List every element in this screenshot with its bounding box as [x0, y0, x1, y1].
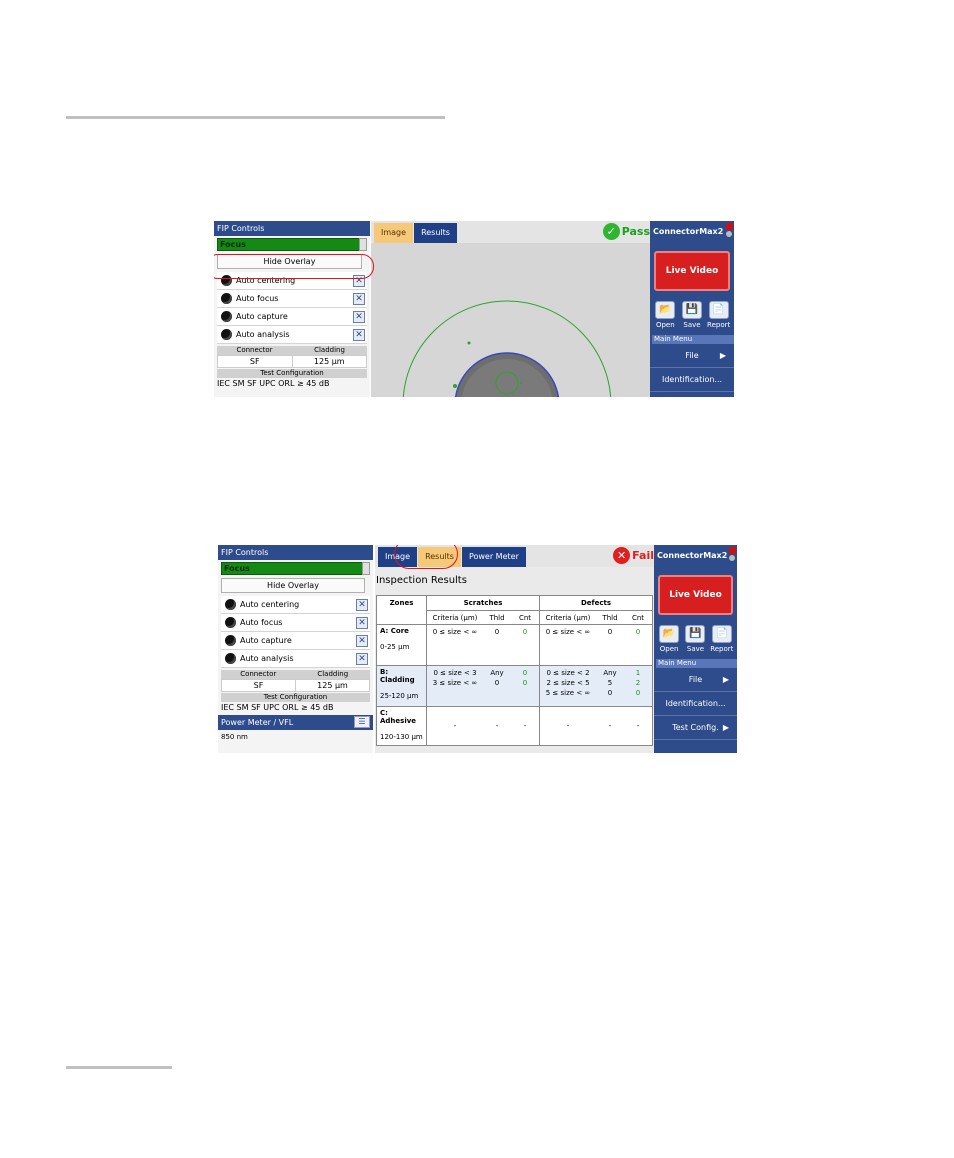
cnt-cell: 1	[635, 669, 641, 677]
toggle-auto-capture[interactable]	[217, 308, 367, 326]
zone-range: 25-120 µm	[380, 692, 419, 700]
minimize-icon[interactable]	[729, 555, 735, 561]
hide-overlay-button[interactable]: Hide Overlay	[221, 578, 365, 593]
window-controls[interactable]	[729, 547, 736, 561]
defects-subheader	[540, 611, 653, 625]
connector-value: SF	[218, 356, 293, 367]
scratches-subheader	[427, 611, 540, 625]
report-label: Report	[707, 321, 731, 329]
live-video-button[interactable]: Live Video	[658, 575, 733, 615]
toggle-auto-focus[interactable]	[217, 290, 367, 308]
defects-header: Defects	[540, 596, 653, 611]
toggle-label: Auto analysis	[240, 654, 294, 663]
zone-range: 120-130 µm	[380, 733, 423, 741]
screenshot-fail	[218, 545, 737, 753]
arrow-right-icon: ▶	[722, 723, 729, 732]
connector-label: Connector	[236, 346, 273, 354]
toggle-label: Auto centering	[240, 600, 300, 609]
open-label: Open	[659, 645, 679, 653]
toggle-label: Auto capture	[236, 312, 288, 321]
cnt-label: Cnt	[631, 613, 645, 622]
highlight-ring	[394, 545, 458, 569]
thld-cell: -	[495, 722, 499, 730]
focus-label: Focus	[224, 564, 250, 573]
fiber-endface-image	[371, 243, 650, 397]
zones-header: Zones	[377, 596, 427, 625]
thld-cell: 5	[607, 679, 613, 687]
thld-cell: Any	[490, 669, 504, 677]
close-icon[interactable]	[729, 547, 736, 554]
highlight-ring	[214, 254, 374, 279]
screenshot-pass	[214, 221, 734, 397]
knob-icon	[225, 635, 236, 646]
menu-identification[interactable]	[650, 368, 734, 392]
thld-cell: 0	[494, 679, 500, 687]
report-icon: 📄	[709, 301, 729, 319]
thld-cell: 0	[494, 628, 500, 636]
toggle-auto-analysis[interactable]	[221, 650, 370, 668]
criteria-label: Criteria (µm)	[545, 613, 591, 622]
tab-bar	[371, 221, 650, 243]
wavelength-value: 850 nm	[221, 733, 248, 741]
cnt-cell: -	[636, 722, 640, 730]
save-label: Save	[683, 321, 701, 329]
minimize-icon[interactable]	[726, 231, 732, 237]
close-icon[interactable]: ✕	[356, 599, 368, 611]
hide-overlay-button[interactable]: Hide Overlay	[217, 254, 362, 269]
results-view	[375, 545, 654, 753]
app-title: ConnectorMax2	[657, 551, 728, 560]
fail-status	[613, 547, 654, 564]
knob-icon	[221, 329, 232, 340]
side-panel	[654, 545, 737, 753]
knob-icon	[221, 293, 232, 304]
open-button[interactable]	[656, 625, 682, 653]
criteria-cell: 3 ≤ size < ∞	[432, 679, 478, 687]
menu-file-label: File	[688, 675, 703, 684]
tab-image[interactable]: Image	[374, 223, 413, 243]
test-config-label: Test Configuration	[217, 369, 367, 378]
report-button[interactable]	[709, 625, 735, 653]
power-meter-title: Power Meter / VFL	[221, 718, 294, 727]
close-icon[interactable]: ✕	[353, 275, 365, 287]
thld-cell: -	[608, 722, 612, 730]
criteria-cell: 2 ≤ size < 5	[546, 679, 590, 687]
thld-cell: 0	[607, 628, 613, 636]
image-view	[371, 221, 650, 397]
test-config-label: Test Configuration	[221, 693, 370, 702]
scratches-header: Scratches	[427, 596, 540, 611]
menu-file[interactable]	[650, 344, 734, 368]
menu-identification[interactable]	[654, 692, 737, 716]
toggle-auto-centering[interactable]	[221, 596, 370, 614]
toggle-auto-focus[interactable]	[221, 614, 370, 632]
cladding-label: Cladding	[317, 670, 349, 678]
cnt-cell: 0	[522, 628, 528, 636]
connector-label: Connector	[240, 670, 277, 678]
floppy-icon: 💾	[682, 301, 702, 319]
test-config-value: IEC SM SF UPC ORL ≥ 45 dB	[217, 379, 330, 388]
footer-rule	[66, 1066, 172, 1069]
fip-controls-title: FIP Controls	[218, 545, 373, 560]
connector-cladding-header	[217, 346, 367, 355]
main-menu-header: Main Menu	[656, 659, 737, 668]
cladding-value: 125 µm	[313, 357, 345, 366]
test-config-value: IEC SM SF UPC ORL ≥ 45 dB	[221, 703, 334, 712]
file-actions	[650, 301, 734, 329]
close-icon[interactable]	[726, 223, 733, 230]
knob-icon	[221, 311, 232, 322]
status-text: Pass	[621, 225, 650, 238]
close-icon[interactable]: ✕	[353, 293, 365, 305]
toggle-label: Auto capture	[240, 636, 292, 645]
results-table	[376, 595, 653, 746]
close-icon[interactable]: ✕	[356, 617, 368, 629]
focus-bar[interactable]	[217, 238, 367, 251]
menu-test-config-label: Test Config.	[672, 723, 719, 732]
table-row	[377, 707, 653, 746]
close-icon[interactable]: ✕	[356, 653, 368, 665]
knob-icon	[225, 653, 236, 664]
side-panel	[650, 221, 734, 397]
cnt-cell: 0	[635, 628, 641, 636]
cladding-label: Cladding	[314, 346, 345, 354]
tab-image[interactable]: Image	[378, 547, 417, 567]
menu-test-config[interactable]	[654, 716, 737, 740]
list-icon[interactable]: ☰	[354, 716, 370, 728]
report-icon: 📄	[712, 625, 732, 643]
fip-controls-panel	[214, 221, 370, 397]
tab-results[interactable]: Results	[414, 223, 457, 243]
fip-controls-panel	[218, 545, 373, 753]
menu-file[interactable]	[654, 668, 737, 692]
thld-label: Thld	[602, 613, 618, 622]
save-button[interactable]	[679, 301, 705, 329]
focus-bar[interactable]	[221, 562, 370, 575]
connector-cladding-header	[221, 670, 370, 679]
close-icon[interactable]: ✕	[356, 635, 368, 647]
folder-icon: 📂	[659, 625, 679, 643]
report-button[interactable]	[706, 301, 732, 329]
toggle-label: Auto analysis	[236, 330, 290, 339]
criteria-cell: 5 ≤ size < ∞	[545, 689, 591, 697]
zone-cell	[377, 625, 427, 666]
criteria-cell: 0 ≤ size < ∞	[545, 628, 591, 636]
cnt-cell: 0	[635, 689, 641, 697]
error-icon: ✕	[613, 547, 630, 564]
cnt-cell: -	[523, 722, 527, 730]
menu-identification-label: Identification...	[661, 375, 723, 384]
zone-name: C: Adhesive	[380, 709, 417, 725]
zone-cell	[377, 707, 427, 746]
status-text: Fail	[632, 549, 654, 562]
arrow-right-icon: ▶	[719, 351, 726, 360]
knob-icon	[225, 617, 236, 628]
zone-name: B: Cladding	[380, 668, 415, 684]
open-label: Open	[655, 321, 675, 329]
menu-identification-label: Identification...	[665, 699, 726, 708]
save-label: Save	[686, 645, 705, 653]
zone-cell	[377, 666, 427, 707]
floppy-icon: 💾	[685, 625, 705, 643]
table-row	[377, 666, 653, 707]
cnt-cell: 0	[522, 669, 528, 677]
save-button[interactable]	[682, 625, 708, 653]
toggle-auto-analysis[interactable]	[217, 326, 367, 344]
window-controls[interactable]	[726, 223, 733, 237]
knob-icon	[225, 599, 236, 610]
power-meter-header[interactable]	[218, 715, 373, 730]
results-title: Inspection Results	[376, 575, 467, 586]
check-icon: ✓	[603, 223, 620, 240]
criteria-cell: 0 ≤ size < ∞	[432, 628, 478, 636]
cnt-label: Cnt	[518, 613, 532, 622]
cnt-cell: 2	[635, 679, 641, 687]
close-icon[interactable]: ✕	[353, 329, 365, 341]
fip-controls-title: FIP Controls	[214, 221, 370, 236]
tab-power-meter[interactable]: Power Meter	[462, 547, 526, 567]
focus-label: Focus	[220, 240, 246, 249]
toggle-label: Auto focus	[236, 294, 279, 303]
connector-cladding-values	[221, 679, 370, 692]
tab-results[interactable]: Results	[418, 547, 461, 567]
toggle-label: Auto focus	[240, 618, 283, 627]
live-video-button[interactable]: Live Video	[654, 251, 730, 291]
criteria-cell: -	[566, 722, 570, 730]
cnt-cell: 0	[522, 679, 528, 687]
app-title: ConnectorMax2	[653, 227, 724, 236]
criteria-cell: -	[453, 722, 457, 730]
criteria-cell: 0 ≤ size < 3	[433, 669, 477, 677]
close-icon[interactable]: ✕	[353, 311, 365, 323]
pass-status	[603, 223, 650, 240]
criteria-label: Criteria (µm)	[432, 613, 478, 622]
toggle-label: Auto centering	[236, 276, 296, 285]
thld-cell: Any	[603, 669, 617, 677]
table-row	[377, 625, 653, 666]
file-actions	[654, 625, 737, 653]
zone-name: A: Core	[380, 627, 409, 635]
connector-cladding-values	[217, 355, 367, 368]
main-menu-header: Main Menu	[652, 335, 734, 344]
open-button[interactable]	[652, 301, 678, 329]
criteria-cell: 0 ≤ size < 2	[546, 669, 590, 677]
report-label: Report	[710, 645, 734, 653]
cladding-value: 125 µm	[317, 681, 348, 690]
header-rule	[66, 116, 445, 119]
folder-icon: 📂	[655, 301, 675, 319]
zone-range: 0-25 µm	[380, 643, 410, 651]
menu-file-label: File	[685, 351, 699, 360]
thld-label: Thld	[489, 613, 505, 622]
connector-value: SF	[222, 680, 296, 691]
toggle-auto-capture[interactable]	[221, 632, 370, 650]
thld-cell: 0	[607, 689, 613, 697]
arrow-right-icon: ▶	[722, 675, 729, 684]
